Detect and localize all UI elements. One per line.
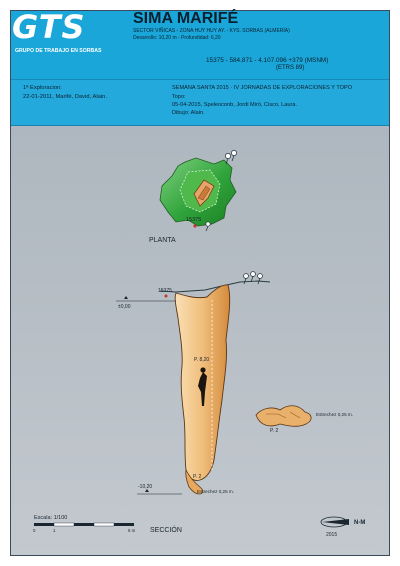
gts-logo: GTS	[12, 8, 86, 46]
section-label: SECCIÓN	[150, 527, 182, 534]
scale-label: Escala: 1/100	[34, 515, 68, 521]
pitch-main-label: P. 8,20	[194, 357, 210, 363]
first-exploration-label: 1ª Exploracion:	[23, 85, 62, 91]
drawing-credit: Dibujo: Alain.	[172, 110, 205, 116]
datum-label: ±0,00	[118, 304, 131, 310]
plan-label: PLANTA	[149, 237, 176, 244]
north-year: 2015	[326, 532, 338, 538]
pitch-small-label: P. 2	[193, 474, 202, 480]
event-line: SEMANA SANTA 2015 · IV JORNADAS DE EXPLORACIONES Y TOPO	[172, 85, 353, 91]
topo-detail: 05-04-2015, Speleoconb, Jordi Miró, Cisco, Laura.	[172, 102, 297, 108]
stats-line: Desarrollo: 10,20 m - Profundidad: 6,20	[133, 35, 221, 41]
caver-head	[200, 367, 205, 372]
north-arrow-icon	[322, 519, 349, 525]
plan-station-marker	[193, 224, 196, 227]
first-exploration-detail: 22-01-2011, Marifé, David, Alain.	[23, 94, 107, 100]
depth-label: -10,20	[138, 484, 153, 490]
scale-tick-mid: 1	[53, 528, 56, 533]
north-arrow	[321, 517, 365, 538]
cave-title: SIMA MARIFÉ	[133, 10, 239, 27]
plan-station-label: 15375	[186, 217, 202, 223]
topo-label: Topo:	[172, 94, 186, 100]
north-label: N-M	[354, 520, 366, 526]
section-station-marker	[165, 295, 168, 298]
side-pitch-label: P. 2	[270, 428, 279, 434]
squeeze-side-label: Estrechez 0,25 m.	[316, 412, 354, 417]
scale-tick-end: 5 m	[128, 528, 136, 533]
coordinates: 15375 - 584.871 - 4.107.096 +379 (MSNM)	[206, 57, 329, 64]
squeeze-bottom-label: Estrechez 0,25 m.	[197, 489, 235, 494]
sector-line: SECTOR VIÑICAS - ZONA HUY HUY AY. - KYS. SORBAS (ALMERÍA)	[133, 28, 290, 34]
section-station-label: 15375	[158, 288, 172, 294]
gts-logo-subtitle: GRUPO DE TRABAJO EN SORBAS	[15, 48, 102, 54]
plan-view	[149, 150, 237, 244]
side-passage	[256, 406, 311, 427]
section-view	[116, 272, 353, 494]
scale-bar	[33, 515, 136, 533]
datum-marker-icon	[124, 296, 128, 299]
tree-icon	[244, 272, 263, 284]
scale-tick-start: 0	[33, 528, 36, 533]
datum: (ETRS 89)	[276, 65, 305, 71]
